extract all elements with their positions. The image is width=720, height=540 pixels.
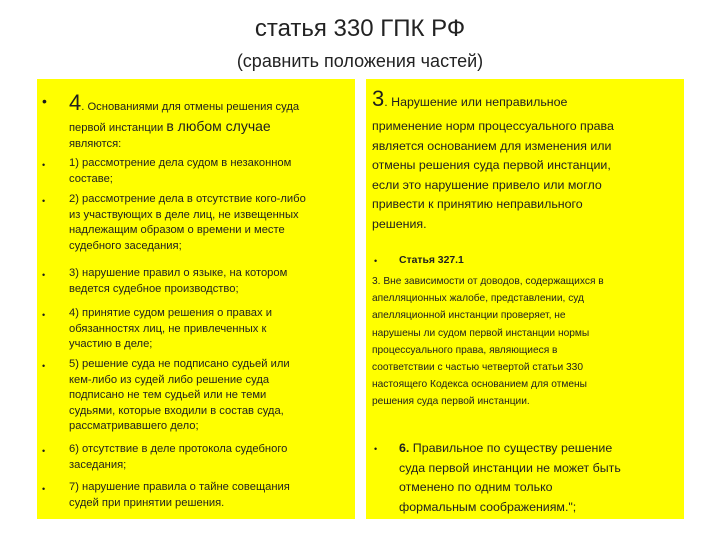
ground-item-line: 4) принятие судом решения о правах и: [69, 307, 272, 319]
article-line: нарушены ли судом первой инстанции нормы: [372, 327, 590, 339]
part-6-line: суда первой инстанции не может быть: [399, 460, 621, 475]
ground-item-line: 5) решение суда не подписано судьей или: [69, 358, 290, 370]
part-3-line1: 3. Нарушение или неправильное: [372, 86, 568, 111]
bullet: •: [374, 256, 378, 266]
bullet: •: [42, 160, 46, 170]
ground-item-line: судей при принятии решения.: [69, 496, 225, 509]
ground-item-line: подписано не тем судьей или не теми: [69, 389, 267, 402]
part-3-line: решения.: [372, 217, 427, 231]
ground-item-line: участию в деле;: [69, 338, 153, 351]
ground-item-line: судебного заседания;: [69, 239, 182, 252]
article-line: процессуального права, являющиеся в: [372, 344, 558, 356]
bullet: •: [374, 444, 378, 454]
bullet: •: [42, 361, 46, 371]
article-line: соответствии с частью четвертой статьи 330: [372, 362, 584, 373]
right-panel: [366, 79, 684, 519]
bullet: •: [42, 93, 47, 109]
article-line: 3. Вне зависимости от доводов, содержащихся в: [372, 276, 604, 287]
part-4-intro-line3: являются:: [69, 138, 122, 150]
part-6-line: формальным соображениям.";: [399, 499, 577, 514]
ground-item-line: 3) нарушение правил о языке, на котором: [69, 267, 288, 279]
slide-subtitle: (сравнить положения частей): [236, 51, 484, 71]
ground-item-line: надлежащим образом о времени и месте: [69, 224, 285, 237]
part-4-number: 4: [69, 90, 82, 115]
article-line: настоящего Кодекса основанием для отмены: [372, 379, 587, 391]
article-line: апелляционных жалобе, представлении, суд: [372, 293, 584, 305]
bullet: •: [42, 196, 46, 206]
ground-item-line: 2) рассмотрение дела в отсутствие кого-либо: [69, 193, 306, 205]
part-3-line: отмены решения суда первой инстанции,: [372, 158, 611, 173]
bullet: •: [42, 270, 46, 280]
part-6-line1: 6. Правильное по существу решение: [399, 441, 613, 455]
ground-item-line: 1) рассмотрение дела судом в незаконном: [69, 157, 292, 169]
ground-item-line: заседания;: [69, 458, 127, 471]
part-3-line: если это нарушение привело или могло: [372, 177, 602, 192]
part-4-intro-line1: 4. Основаниями для отмены решения суда: [69, 90, 300, 115]
ground-item-line: судьями, которые входили в состав суда,: [69, 404, 284, 417]
ground-item-line: 6) отсутствие в деле протокола судебного: [69, 443, 288, 455]
left-panel: [37, 79, 355, 519]
article-heading: Статья 327.1: [399, 255, 464, 266]
article-line: апелляционной инстанции проверяет, не: [372, 310, 566, 322]
part-6-line: отменено по одним только: [399, 480, 553, 495]
bullet: •: [42, 310, 46, 320]
article-line: решения суда первой инстанции.: [372, 396, 530, 408]
bullet: •: [42, 446, 46, 456]
part-6-number: 6.: [399, 441, 410, 455]
ground-item-line: составе;: [69, 172, 113, 185]
part-3-line: является основанием для изменения или: [372, 138, 612, 153]
part-3-line: привести к принятию неправильного: [372, 197, 583, 212]
slide-title: статья 330 ГПК РФ: [254, 15, 466, 42]
ground-item-line: кем-либо из судей либо решение суда: [69, 373, 270, 386]
ground-item-line: 7) нарушение правила о тайне совещания: [69, 481, 290, 493]
ground-item-line: обязанностях лиц, не привлеченных к: [69, 322, 267, 335]
ground-item-line: из участвующих в деле лиц, не извещенных: [69, 208, 299, 221]
part-3-line: применение норм процессуального права: [372, 119, 614, 133]
bullet: •: [42, 484, 46, 494]
part-3-number: 3: [372, 86, 385, 111]
part-4-intro-line2: первой инстанции в любом случае: [69, 118, 271, 134]
emphasis-in-any-case: в любом случае: [166, 118, 271, 134]
ground-item-line: рассматривавшего дело;: [69, 420, 199, 433]
ground-item-line: ведется судебное производство;: [69, 282, 239, 295]
